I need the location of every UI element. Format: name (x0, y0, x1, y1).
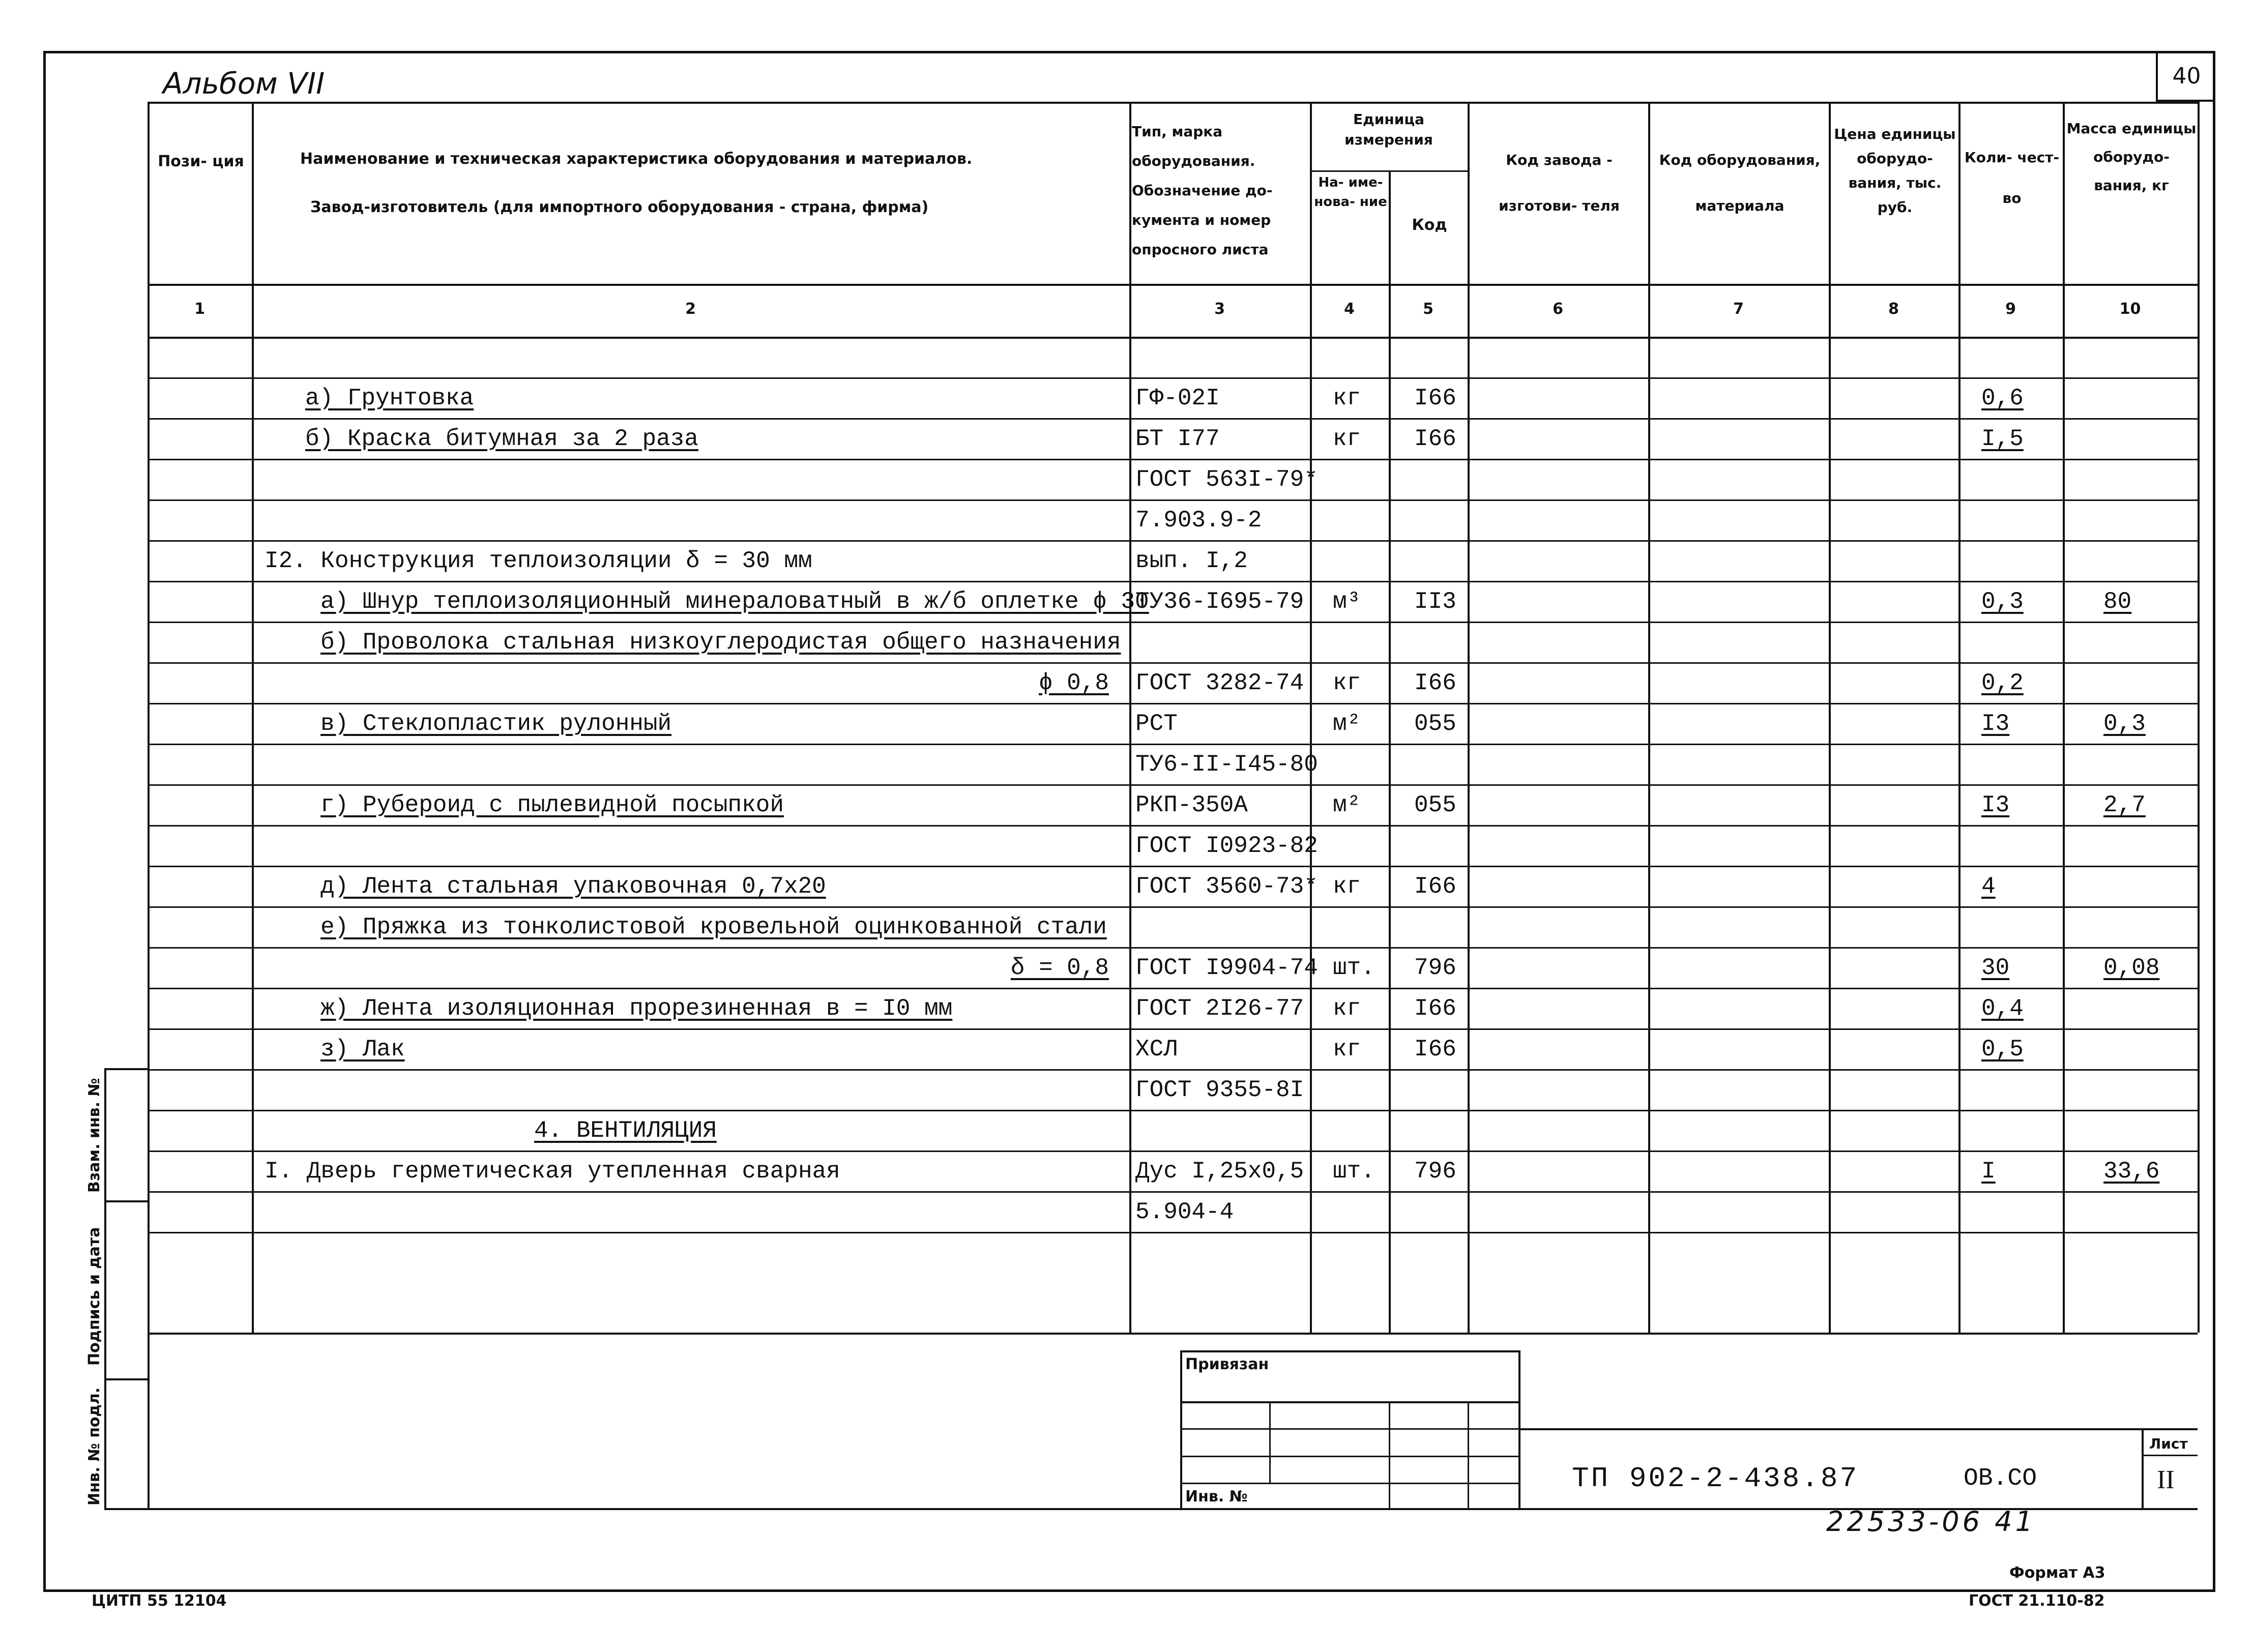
row-unit-code: I66 (1414, 670, 1456, 696)
row-name: б) Проволока стальная низкоуглеродистая общего назначения (320, 629, 1121, 656)
row-unit: м² (1333, 711, 1361, 737)
row-name: б) Краска битумная за 2 раза (305, 426, 698, 452)
grid-vline (1180, 1350, 1182, 1508)
footer-left: ЦИТП 55 12104 (92, 1592, 227, 1610)
row-unit: кг (1333, 385, 1361, 411)
grid-hline (148, 662, 2198, 664)
row-mass: 0,3 (2103, 711, 2146, 737)
row-quantity: 4 (1981, 873, 1996, 900)
grid-vline (1829, 102, 1831, 1333)
row-unit: м² (1333, 792, 1361, 818)
header-unit: Единица измерения (1344, 111, 1433, 148)
column-number: 4 (1344, 300, 1355, 318)
row-type: ГФ-02I (1135, 385, 1220, 411)
row-type: Дус I,25х0,5 (1135, 1158, 1304, 1185)
row-unit-code: 796 (1414, 955, 1456, 981)
row-type: ГОСТ I9904-74 (1135, 955, 1318, 981)
grid-hline (148, 1191, 2198, 1193)
grid-vline (252, 102, 254, 1333)
grid-vline (1468, 102, 1470, 1333)
row-type: 7.903.9-2 (1135, 507, 1262, 534)
row-type: РСТ (1135, 711, 1178, 737)
row-type: ГОСТ I0923-82 (1135, 833, 1318, 859)
grid-hline (148, 1150, 2198, 1152)
grid-hline (148, 947, 2198, 949)
side-label-podpis-data: Подпись и дата (85, 1227, 103, 1366)
row-name: I. Дверь герметическая утепленная сварная (265, 1158, 840, 1185)
grid-hline (1518, 1428, 2198, 1430)
row-quantity: 0,6 (1981, 385, 2024, 411)
row-mass: 33,6 (2103, 1158, 2160, 1185)
row-mass: 80 (2103, 588, 2132, 615)
grid-hline (104, 1508, 148, 1510)
grid-hline (148, 825, 2198, 827)
header-type: Тип, марка оборудования. Обозначение до- кумента и номер опросного листа (1132, 123, 1273, 258)
row-mass: 0,08 (2103, 955, 2160, 981)
grid-hline (148, 418, 2198, 420)
row-unit: кг (1333, 1036, 1361, 1063)
row-quantity: I3 (1981, 792, 2010, 818)
privyazan-label: Привязан (1185, 1355, 1269, 1373)
column-number: 8 (1888, 300, 1899, 318)
row-quantity: 0,5 (1981, 1036, 2024, 1063)
row-name: δ = 0,8 (1010, 955, 1109, 981)
grid-hline (1180, 1350, 1518, 1352)
column-number: 7 (1733, 300, 1744, 318)
row-name: е) Пряжка из тонколистовой кровельной оцинкованной стали (320, 914, 1107, 940)
row-name: ж) Лента изоляционная прорезиненная в = I0 мм (320, 995, 953, 1022)
grid-vline (2063, 102, 2065, 1333)
grid-vline (1389, 1401, 1390, 1508)
row-type: ГОСТ 9355-8I (1135, 1077, 1304, 1103)
document-suffix: ОВ.СО (1964, 1465, 2037, 1492)
grid-vline (1269, 1401, 1271, 1483)
grid-hline (104, 1068, 148, 1070)
header-position: Пози- ция (158, 153, 244, 170)
row-quantity: I3 (1981, 711, 2010, 737)
row-quantity: I (1981, 1158, 1996, 1185)
row-unit-code: I66 (1414, 873, 1456, 900)
row-type: ТУ6-II-I45-80 (1135, 751, 1318, 778)
grid-hline (148, 703, 2198, 704)
row-name: а) Грунтовка (305, 385, 474, 411)
header-price: Цена единицы оборудо- вания, тыс. руб. (1834, 126, 1956, 216)
header-unit-code: Код (1412, 216, 1447, 234)
row-name: г) Рубероид с пылевидной посыпкой (320, 792, 784, 818)
grid-hline (148, 906, 2198, 908)
row-type: ХСЛ (1135, 1036, 1178, 1063)
row-name: д) Лента стальная упаковочная 0,7х20 (320, 873, 826, 900)
column-number: 3 (1214, 300, 1225, 318)
grid-hline (104, 1200, 148, 1202)
row-quantity: 0,3 (1981, 588, 2024, 615)
grid-hline (148, 1028, 2198, 1030)
header-mass: Масса единицы оборудо- вания, кг (2066, 120, 2197, 194)
column-number: 10 (2119, 300, 2141, 318)
footer-format: Формат А3 (2009, 1564, 2105, 1582)
row-type: ГОСТ 3282-74 (1135, 670, 1304, 696)
grid-vline (1958, 102, 1961, 1333)
page-number: 40 (2172, 63, 2201, 89)
row-unit: шт. (1333, 955, 1375, 981)
row-name: I2. Конструкция теплоизоляции δ = 30 мм (265, 548, 812, 574)
column-number: 1 (194, 300, 205, 318)
grid-hline (148, 377, 2198, 379)
column-number: 9 (2005, 300, 2016, 318)
grid-hline (148, 499, 2198, 501)
row-quantity: 30 (1981, 955, 2010, 981)
row-unit-code: II3 (1414, 588, 1456, 615)
row-unit-code: I66 (1414, 995, 1456, 1022)
grid-vline (1648, 102, 1650, 1333)
column-number: 5 (1423, 300, 1433, 318)
row-unit-code: I66 (1414, 1036, 1456, 1063)
row-name: з) Лак (320, 1036, 405, 1063)
header-quantity: Коли- чест- во (1964, 149, 2060, 206)
grid-hline (148, 744, 2198, 745)
grid-vline (1129, 102, 1131, 1333)
row-type: БТ I77 (1135, 426, 1220, 452)
sheet-label: Лист (2149, 1435, 2188, 1452)
grid-hline (2142, 1455, 2198, 1456)
row-unit: кг (1333, 426, 1361, 452)
column-number: 6 (1553, 300, 1563, 318)
row-type: РКП-350А (1135, 792, 1248, 818)
grid-hline (148, 284, 2198, 286)
row-unit-code: 796 (1414, 1158, 1456, 1185)
grid-vline (1389, 170, 1391, 1333)
inv-no-label: Инв. № (1185, 1488, 1248, 1506)
handwritten-number: 22533-06 41 (1826, 1506, 2036, 1538)
row-unit: кг (1333, 873, 1361, 900)
row-type: ТУ36-I695-79 (1135, 588, 1304, 615)
row-name: в) Стеклопластик рулонный (320, 711, 672, 737)
grid-hline (148, 459, 2198, 460)
grid-hline (148, 337, 2198, 339)
grid-vline (148, 1333, 150, 1508)
row-quantity: 0,4 (1981, 995, 2024, 1022)
grid-hline (148, 102, 2198, 104)
grid-vline (148, 102, 150, 1333)
header-factory-code: Код завода - изготови- теля (1499, 152, 1620, 214)
row-type: ГОСТ 3560-73* (1135, 873, 1318, 900)
row-unit: шт. (1333, 1158, 1375, 1185)
row-unit-code: I66 (1414, 385, 1456, 411)
header-unit-name: На- име- нова- ние (1314, 175, 1387, 210)
row-type: вып. I,2 (1135, 548, 1248, 574)
grid-hline (148, 1333, 2198, 1335)
grid-hline (148, 866, 2198, 867)
grid-vline (1310, 102, 1312, 1333)
grid-hline (148, 581, 2198, 582)
header-name-line2: Завод-изготовитель (для импортного оборудования - страна, фирма) (310, 198, 929, 216)
side-label-vzam-inv: Взам. инв. № (85, 1078, 103, 1193)
grid-hline (148, 988, 2198, 989)
grid-vline (2142, 1428, 2144, 1508)
row-unit: м³ (1333, 588, 1361, 615)
row-unit: кг (1333, 670, 1361, 696)
row-name: 4. ВЕНТИЛЯЦИЯ (534, 1117, 717, 1144)
row-unit-code: 055 (1414, 711, 1456, 737)
grid-hline (148, 1069, 2198, 1071)
grid-hline (148, 1110, 2198, 1111)
grid-hline (148, 622, 2198, 623)
footer-gost: ГОСТ 21.110-82 (1969, 1592, 2105, 1610)
row-type: ГОСТ 2I26-77 (1135, 995, 1304, 1022)
header-name-line1: Наименование и техническая характеристика оборудования и материалов. (300, 150, 973, 168)
row-type: ГОСТ 563I-79* (1135, 466, 1318, 493)
row-name: ϕ 0,8 (1038, 670, 1109, 696)
grid-hline (104, 1378, 148, 1380)
row-unit-code: I66 (1414, 426, 1456, 452)
row-unit-code: 055 (1414, 792, 1456, 818)
header-equipment-code: Код оборудования, материала (1659, 152, 1821, 214)
grid-vline (2198, 102, 2200, 1333)
grid-hline (148, 540, 2198, 542)
album-label: Альбом VII (163, 66, 325, 101)
side-label-inv-podl: Инв. № подл. (85, 1387, 103, 1506)
row-mass: 2,7 (2103, 792, 2146, 818)
row-type: 5.904-4 (1135, 1199, 1234, 1225)
grid-hline (148, 784, 2198, 786)
column-number: 2 (685, 300, 696, 318)
grid-vline (1468, 1401, 1469, 1508)
row-quantity: 0,2 (1981, 670, 2024, 696)
row-unit: кг (1333, 995, 1361, 1022)
row-quantity: I,5 (1981, 426, 2024, 452)
grid-hline (148, 1232, 2198, 1233)
grid-vline (104, 1068, 106, 1508)
row-name: а) Шнур теплоизоляционный минераловатный в ж/б оплетке ϕ 30 (320, 588, 1149, 615)
sheet-number: II (2157, 1465, 2175, 1494)
page-number-box (2156, 53, 2215, 102)
document-code: ТП 902-2-438.87 (1572, 1462, 1859, 1495)
